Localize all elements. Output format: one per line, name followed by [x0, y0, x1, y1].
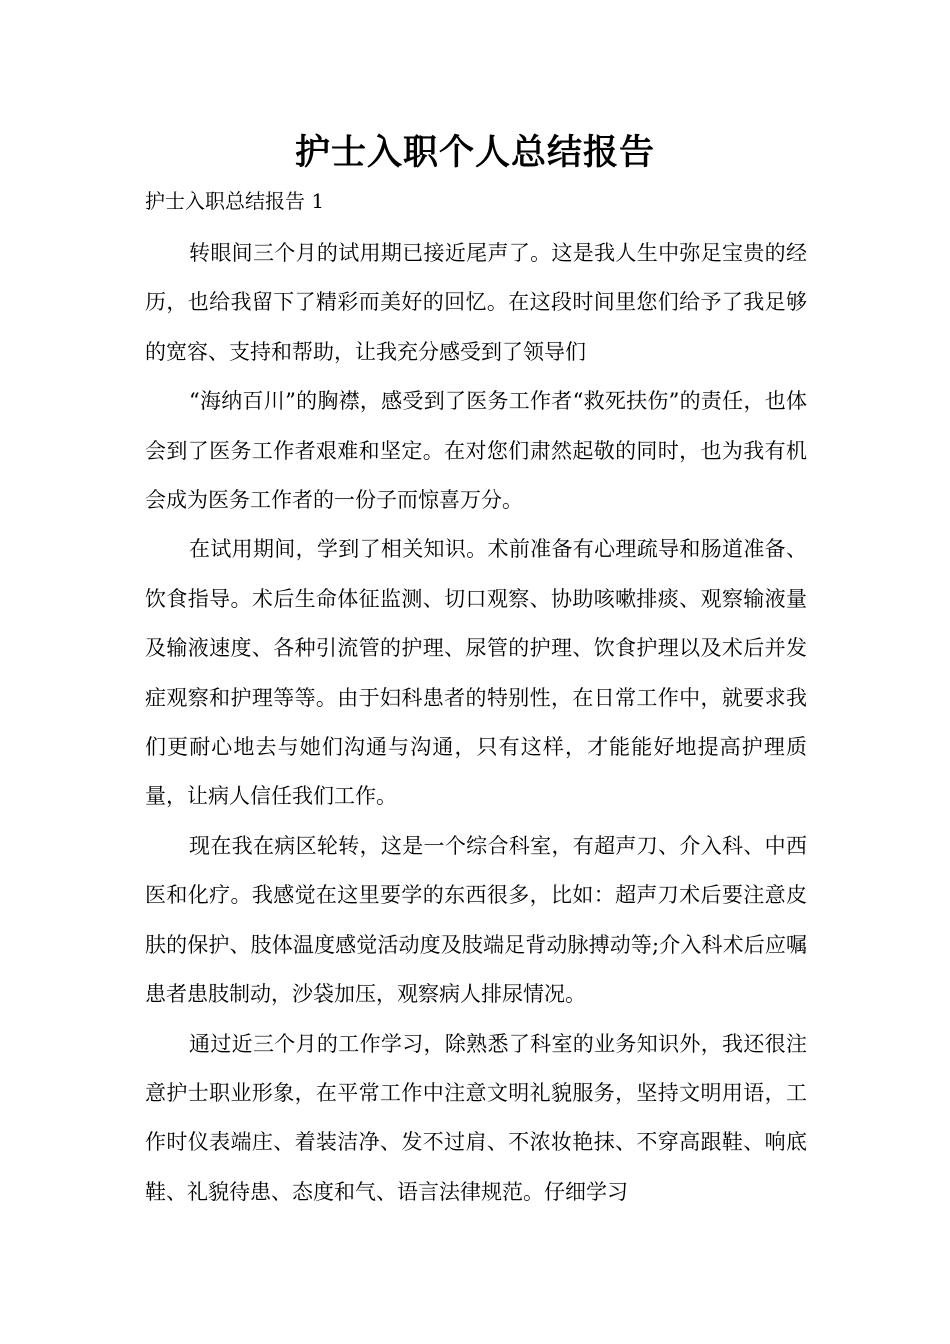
paragraph-3: 在试用期间，学到了相关知识。术前准备有心理疏导和肠道准备、饮食指导。术后生命体征监测、切口观察、协助咳嗽排痰、观察输液量及输液速度、各种引流管的护理、尿管的护理、饮食护理以及术后并发症观察和护理等等。由于妇科患者的特别性，在日常工作中，就要求我们更耐心地去与她们沟通与沟通，只有这样，才能能好地提高护理质量，让病人信任我们工作。	[145, 537, 807, 809]
paragraph-5: 通过近三个月的工作学习，除熟悉了科室的业务知识外，我还很注意护士职业形象，在平常工作中注意文明礼貌服务，坚持文明用语，工作时仪表端庄、着装洁净、发不过肩、不浓妆艳抹、不穿高跟鞋、响底鞋、礼貌待患、态度和气、语言法律规范。仔细学习	[145, 1031, 807, 1204]
document-subtitle: 护士入职总结报告 1	[145, 189, 325, 213]
paragraph-4: 现在我在病区轮转，这是一个综合科室，有超声刀、介入科、中西医和化疗。我感觉在这里要学的东西很多，比如：超声刀术后要注意皮肤的保护、肢体温度感觉活动度及肢端足背动脉搏动等;介入科术后应嘱患者患肢制动，沙袋加压，观察病人排尿情况。	[145, 833, 807, 1007]
paragraph-2: “海纳百川”的胸襟，感受到了医务工作者“救死扶伤”的责任，也体会到了医务工作者艰难和坚定。在对您们肃然起敬的同时，也为我有机会成为医务工作者的一份子而惊喜万分。	[145, 389, 807, 513]
document-title: 护士入职个人总结报告	[294, 132, 655, 173]
paragraph-1: 转眼间三个月的试用期已接近尾声了。这是我人生中弥足宝贵的经历，也给我留下了精彩而美好的回忆。在这段时间里您们给予了我足够的宽容、支持和帮助，让我充分感受到了领导们	[145, 241, 807, 364]
document-body	[145, 229, 807, 1217]
